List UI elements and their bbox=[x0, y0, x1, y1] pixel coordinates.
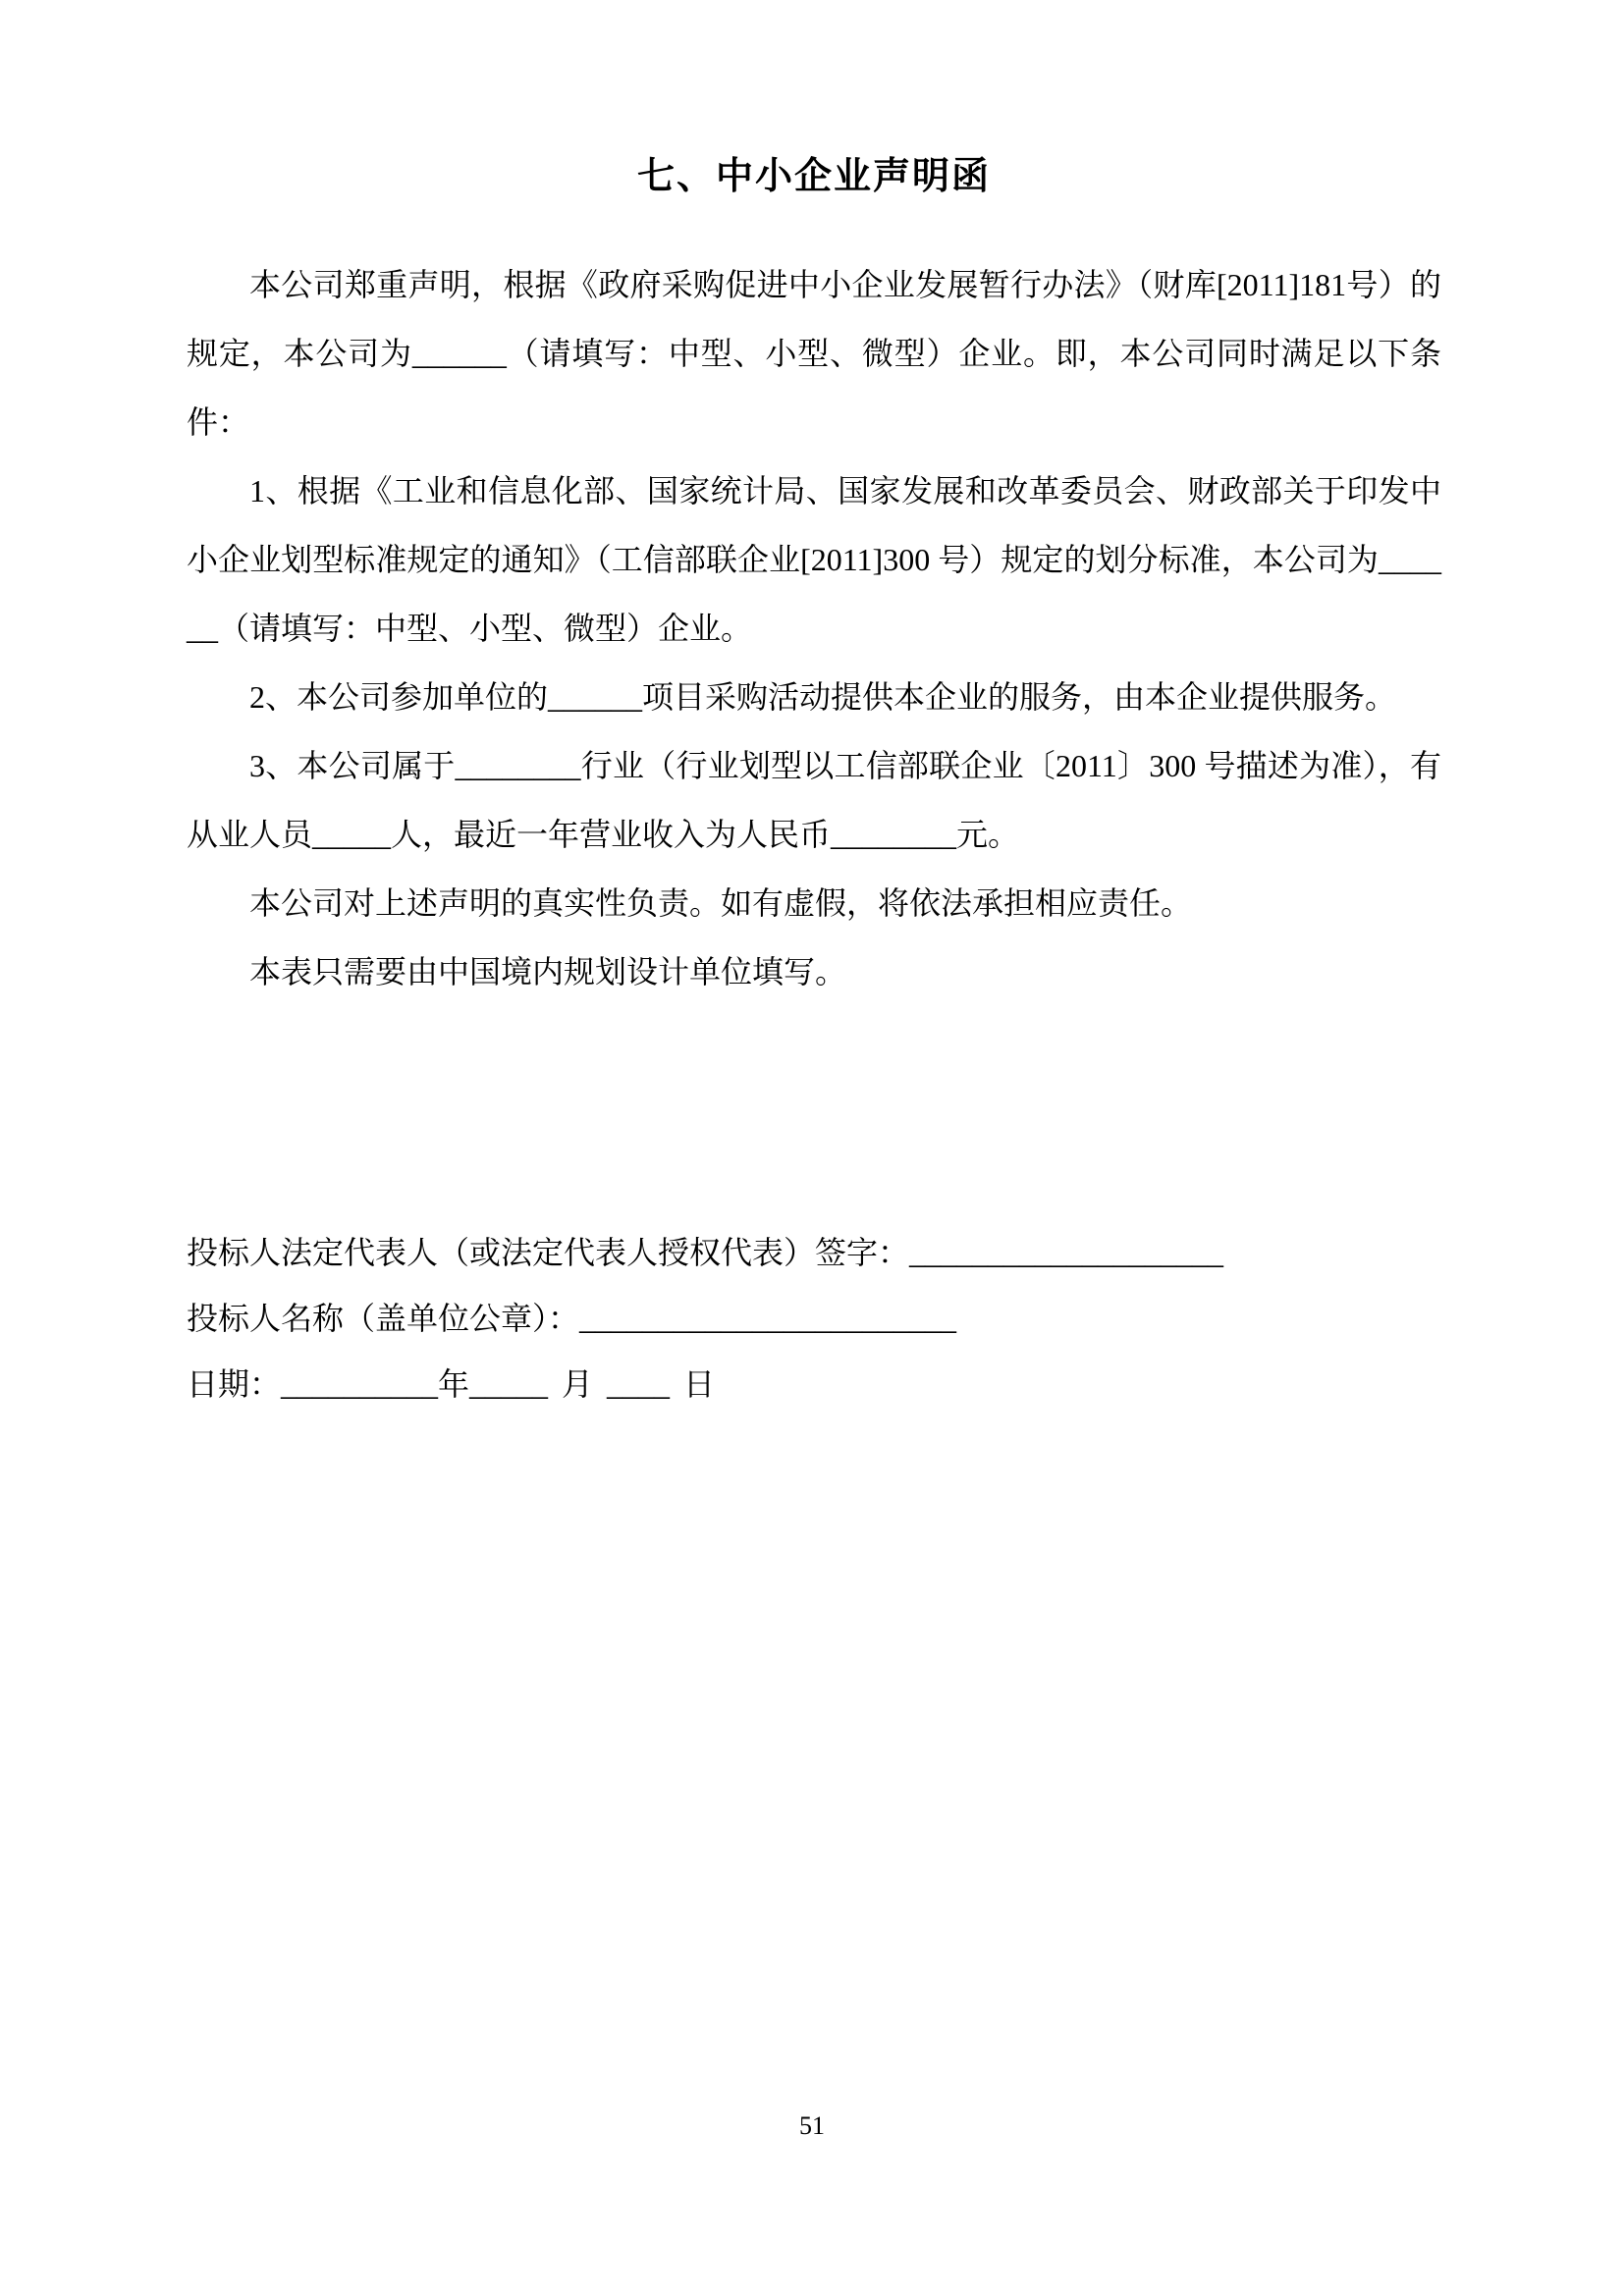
page-number: 51 bbox=[799, 2111, 825, 2140]
paragraph-filling-note: 本表只需要由中国境内规划设计单位填写。 bbox=[249, 954, 847, 989]
date-label: 日期： bbox=[187, 1366, 282, 1402]
signature-line-representative bbox=[187, 1220, 1441, 1286]
date-day-blank: ____ bbox=[607, 1366, 671, 1402]
paragraph-responsibility-statement: 本公司对上述声明的真实性负责。如有虚假，将依法承担相应责任。 bbox=[249, 885, 1193, 921]
signature-block bbox=[187, 1220, 1441, 1417]
date-month-unit-label: 月 bbox=[562, 1366, 594, 1402]
bidder-name-label: 投标人名称（盖单位公章）： bbox=[187, 1301, 580, 1336]
signature-line-date bbox=[187, 1352, 1441, 1417]
paragraph-condition-3: 3、本公司属于________行业（行业划型以工信部联企业〔2011〕300 号描述为准），有从业人员_____人，最近一年营业收入为人民币________元。 bbox=[187, 748, 1441, 852]
signature-line-bidder-name bbox=[187, 1286, 1441, 1352]
representative-sign-label: 投标人法定代表人（或法定代表人授权代表）签字： bbox=[187, 1235, 910, 1270]
paragraph-condition-2: 2、本公司参加单位的______项目采购活动提供本企业的服务，由本企业提供服务。 bbox=[249, 679, 1397, 715]
paragraph-declaration-intro: 本公司郑重声明，根据《政府采购促进中小企业发展暂行办法》（财库[2011]181号）的规定，本公司为______（请填写：中型、小型、微型）企业。即，本公司同时满足以下条件： bbox=[187, 267, 1441, 440]
date-month-blank: _____ bbox=[469, 1366, 549, 1402]
date-day-unit-label: 日 bbox=[683, 1366, 716, 1402]
date-year-unit-label: 年 bbox=[438, 1366, 470, 1402]
representative-sign-blank: ____________________ bbox=[909, 1235, 1224, 1270]
document-title: 七、中小企业声明函 bbox=[636, 156, 991, 197]
document-content bbox=[187, 145, 1441, 1417]
bidder-name-blank: ________________________ bbox=[579, 1301, 957, 1336]
paragraph-condition-1: 1、根据《工业和信息化部、国家统计局、国家发展和改革委员会、财政部关于印发中小企业划型标准规定的通知》（工信部联企业[2011]300 号）规定的划分标准，本公司为______（请填写：中型、小型、微型）企业。 bbox=[187, 473, 1441, 646]
date-year-blank: __________ bbox=[281, 1366, 439, 1402]
